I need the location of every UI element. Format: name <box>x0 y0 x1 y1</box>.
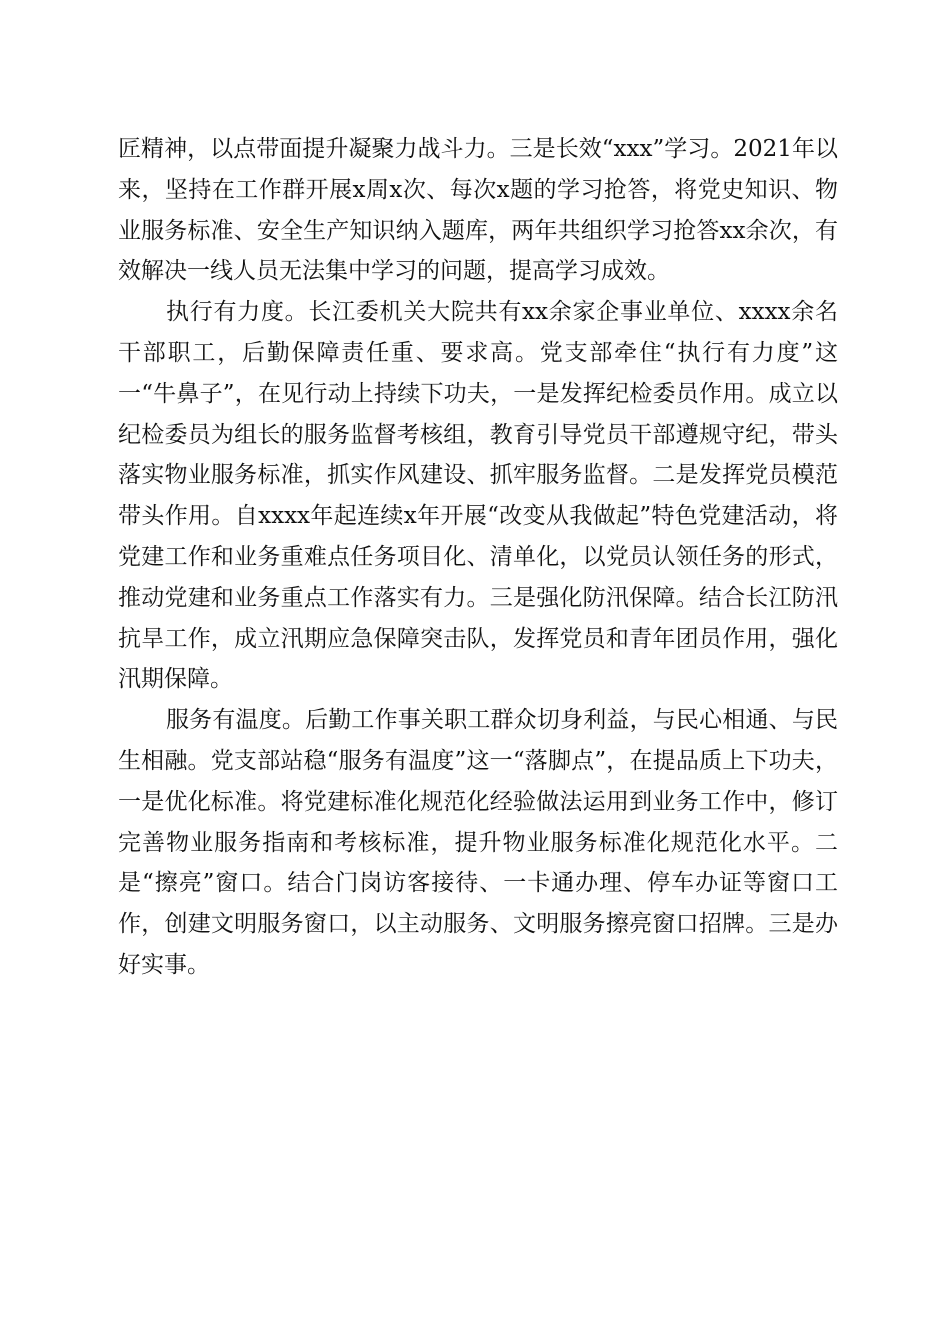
document-body <box>118 129 838 986</box>
paragraph-execution: 执行有力度。长江委机关大院共有xx余家企事业单位、xxxx余名干部职工，后勤保障责任重、要求高。党支部牵住“执行有力度”这一“牛鼻子”，在见行动上持续下功夫，一是发挥纪检委员作用。成立以纪检委员为组长的服务监督考核组，教育引导党员干部遵规守纪，带头落实物业服务标准，抓实作风建设、抓牢服务监督。二是发挥党员模范带头作用。自xxxx年起连续x年开展“改变从我做起”特色党建活动，将党建工作和业务重难点任务项目化、清单化，以党员认领任务的形式，推动党建和业务重点工作落实有力。三是强化防汛保障。结合长江防汛抗旱工作，成立汛期应急保障突击队，发挥党员和青年团员作用，强化汛期保障。 <box>118 299 838 693</box>
paragraph-service: 服务有温度。后勤工作事关职工群众切身利益，与民心相通、与民生相融。党支部站稳“服务有温度”这一“落脚点”，在提品质上下功夫，一是优化标准。将党建标准化规范化经验做法运用到业务工作中，修订完善物业服务指南和考核标准，提升物业服务标准化规范化水平。二是“擦亮”窗口。结合门岗访客接待、一卡通办理、停车办证等窗口工作，创建文明服务窗口，以主动服务、文明服务擦亮窗口招牌。三是办好实事。 <box>118 707 838 978</box>
paragraph-study: 匠精神，以点带面提升凝聚力战斗力。三是长效“xxx”学习。2021年以来，坚持在工作群开展x周x次、每次x题的学习抢答，将党史知识、物业服务标准、安全生产知识纳入题库，两年共组织学习抢答xx余次，有效解决一线人员无法集中学习的问题，提高学习成效。 <box>118 136 838 285</box>
